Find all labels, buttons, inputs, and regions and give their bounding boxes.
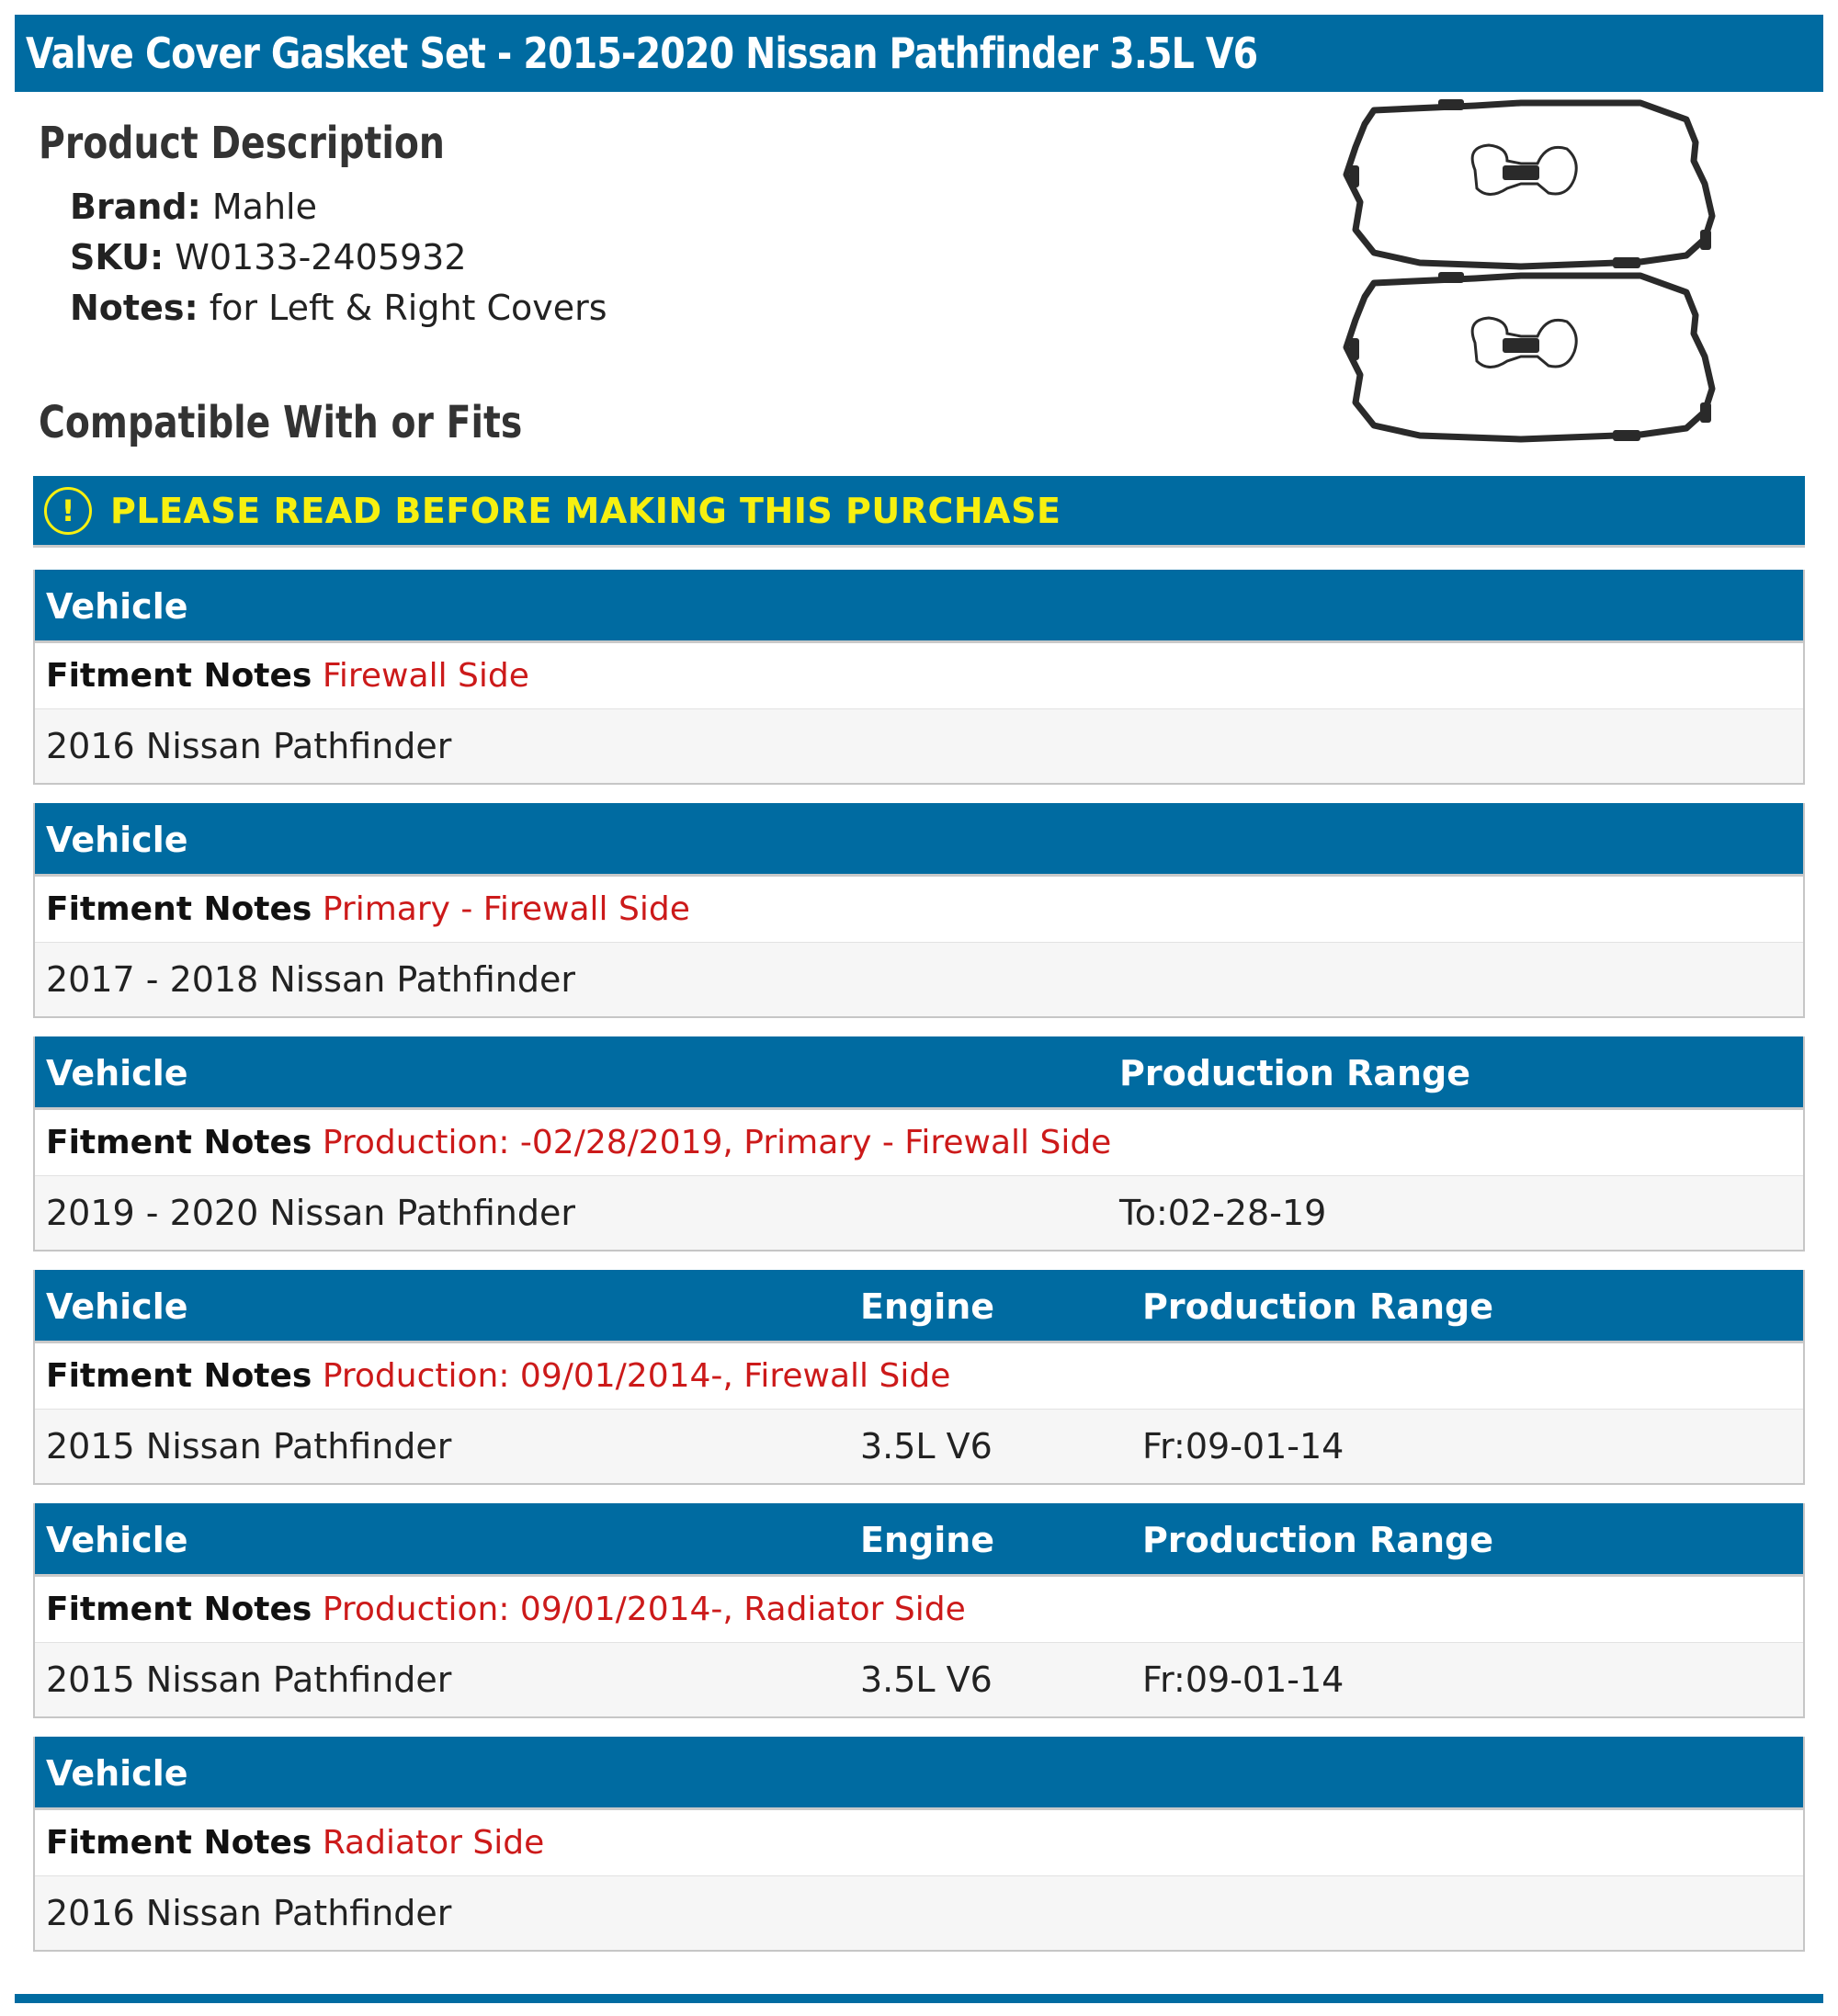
vehicle-column-header: Vehicle (46, 1753, 188, 1794)
fitment-block (33, 1737, 1805, 1952)
engine-column-header: Engine (860, 1520, 995, 1560)
engine-cell: 3.5L V6 (860, 1426, 993, 1467)
engine-cell: 3.5L V6 (860, 1659, 993, 1700)
brand-label: Brand: (70, 187, 201, 227)
purchase-warning-banner (33, 476, 1805, 548)
fitment-notes-row (35, 1343, 1803, 1410)
fitment-block (33, 1503, 1805, 1718)
fitment-header-row (35, 1737, 1803, 1810)
fitment-block (33, 570, 1805, 785)
warning-text: PLEASE READ BEFORE MAKING THIS PURCHASE (110, 490, 1061, 531)
vehicle-column-header: Vehicle (46, 586, 188, 627)
page-title: Valve Cover Gasket Set - 2015-2020 Nissan Pathfinder 3.5L V6 (26, 28, 1258, 78)
brand-value: Mahle (211, 187, 317, 227)
notes-value: for Left & Right Covers (209, 288, 607, 328)
fitment-header-row (35, 1036, 1803, 1110)
vehicle-row (35, 1410, 1803, 1483)
fitment-notes-row (35, 877, 1803, 943)
vehicle-column-header: Vehicle (46, 1053, 188, 1093)
fitment-notes-label: Fitment Notes (46, 657, 312, 695)
fitment-header-row (35, 1270, 1803, 1343)
vehicle-row (35, 943, 1803, 1016)
sku-value: W0133-2405932 (175, 237, 467, 277)
vehicle-row (35, 1176, 1803, 1250)
fitment-notes-row (35, 643, 1803, 709)
brand-row (70, 182, 607, 232)
fitment-header-row (35, 570, 1803, 643)
page-title-bar (15, 15, 1823, 92)
fitment-notes-value: Firewall Side (322, 657, 529, 695)
production-range-cell: Fr:09-01-14 (1142, 1426, 1344, 1467)
exclamation-circle-icon: ! (44, 487, 92, 535)
fitment-notes-label: Fitment Notes (46, 1124, 312, 1161)
notes-label: Notes: (70, 288, 199, 328)
fitment-notes-label: Fitment Notes (46, 1591, 312, 1628)
gasket-product-image (1337, 92, 1728, 459)
production-range-cell: To:02-28-19 (1119, 1193, 1327, 1233)
engine-column-header: Engine (860, 1286, 995, 1327)
fitment-notes-value: Production: 09/01/2014-, Radiator Side (322, 1591, 966, 1628)
fitment-notes-value: Production: 09/01/2014-, Firewall Side (322, 1357, 951, 1395)
fitment-notes-label: Fitment Notes (46, 890, 312, 928)
fitment-notes-label: Fitment Notes (46, 1824, 312, 1862)
fitment-notes-value: Primary - Firewall Side (322, 890, 690, 928)
fitment-block (33, 1270, 1805, 1485)
fitment-block (33, 1036, 1805, 1252)
fitment-notes-row (35, 1110, 1803, 1176)
production-range-column-header: Production Range (1142, 1286, 1493, 1327)
bottom-divider (15, 1994, 1823, 2003)
fitment-notes-row (35, 1810, 1803, 1876)
vehicle-column-header: Vehicle (46, 1520, 188, 1560)
vehicle-cell: 2019 - 2020 Nissan Pathfinder (46, 1193, 576, 1233)
production-range-cell: Fr:09-01-14 (1142, 1659, 1344, 1700)
fitment-notes-value: Radiator Side (322, 1824, 545, 1862)
vehicle-cell: 2017 - 2018 Nissan Pathfinder (46, 959, 576, 1000)
vehicle-row (35, 1876, 1803, 1950)
fitment-block (33, 803, 1805, 1018)
sku-row (70, 232, 607, 283)
fitment-notes-label: Fitment Notes (46, 1357, 312, 1395)
vehicle-cell: 2015 Nissan Pathfinder (46, 1659, 452, 1700)
fitment-header-row (35, 803, 1803, 877)
production-range-column-header: Production Range (1142, 1520, 1493, 1560)
production-range-column-header: Production Range (1119, 1053, 1470, 1093)
fitment-notes-value: Production: -02/28/2019, Primary - Firewall Side (322, 1124, 1112, 1161)
product-details (70, 182, 607, 334)
vehicle-cell: 2016 Nissan Pathfinder (46, 1893, 452, 1933)
fitment-notes-row (35, 1577, 1803, 1643)
vehicle-column-header: Vehicle (46, 1286, 188, 1327)
compatible-heading: Compatible With or Fits (39, 397, 523, 448)
fitment-header-row (35, 1503, 1803, 1577)
vehicle-column-header: Vehicle (46, 820, 188, 860)
vehicle-row (35, 1643, 1803, 1716)
notes-row (70, 283, 607, 334)
sku-label: SKU: (70, 237, 165, 277)
vehicle-cell: 2015 Nissan Pathfinder (46, 1426, 452, 1467)
vehicle-cell: 2016 Nissan Pathfinder (46, 726, 452, 766)
product-description-heading: Product Description (39, 118, 445, 169)
vehicle-row (35, 709, 1803, 783)
